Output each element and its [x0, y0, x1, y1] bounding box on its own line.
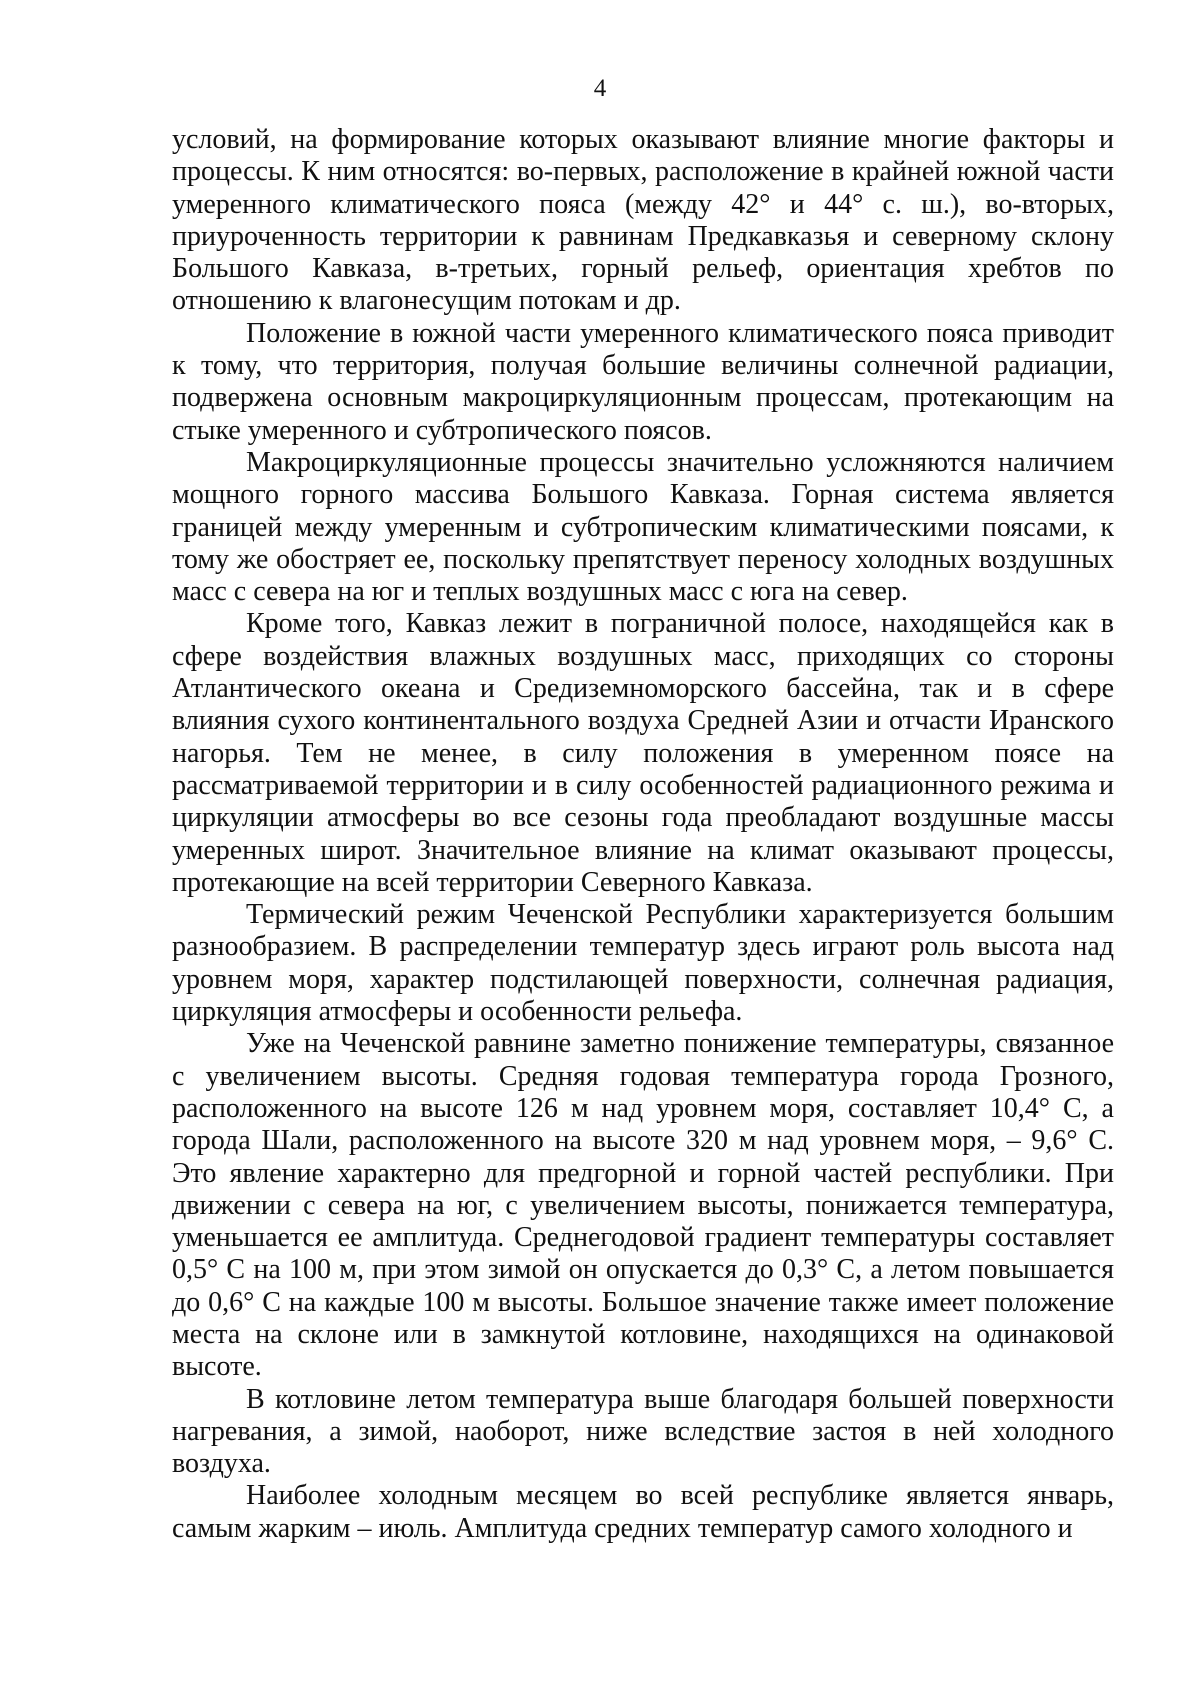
body-text	[172, 124, 1114, 1545]
page-number: 4	[593, 75, 607, 102]
paragraph-8: Наиболее холодным месяцем во всей республике является январь, самым жарким – июль. Амплитуда средних температур самого холодного и	[172, 1480, 1114, 1544]
paragraph-3: Макроциркуляционные процессы значительно усложняются наличием мощного горного массива Большого Кавказа. Горная система является границей между умеренным и субтропическим климатическими поясами, к тому же обостряет ее, поскольку препятствует переносу холодных воздушных масс с севера на юг и теплых воздушных масс с юга на север.	[172, 446, 1114, 608]
paragraph-5: Термический режим Чеченской Республики характеризуется большим разнообразием. В распределении температур здесь играют роль высота над уровнем моря, характер подстилающей поверхности, солнечная радиация, циркуляция атмосферы и особенности рельефа.	[172, 899, 1114, 1028]
paragraph-7: В котловине летом температура выше благодаря большей поверхности нагревания, а зимой, наоборот, ниже вследствие застоя в ней холодного воздуха.	[172, 1383, 1114, 1480]
paragraph-4: Кроме того, Кавказ лежит в пограничной полосе, находящейся как в сфере воздействия влажных воздушных масс, приходящих со стороны Атлантического океана и Средиземноморского бассейна, так и в сфере влияния сухого континентального воздуха Средней Азии и отчасти Иранского нагорья. Тем не менее, в силу положения в умеренном поясе на рассматриваемой территории и в силу особенностей радиационного режима и циркуляции атмосферы во все сезоны года преобладают воздушные массы умеренных широт. Значительное влияние на климат оказывают процессы, протекающие на всей территории Северного Кавказа.	[172, 608, 1114, 898]
paragraph-1: условий, на формирование которых оказывают влияние многие факторы и процессы. К ним относятся: во-первых, расположение в крайней южной части умеренного климатического пояса (между 42° и 44° с. ш.), во-вторых, приуроченность территории к равнинам Предкавказья и северному склону Большого Кавказа, в-третьих, горный рельеф, ориентация хребтов по отношению к влагонесущим потокам и др.	[172, 124, 1114, 317]
paragraph-6: Уже на Чеченской равнине заметно понижение температуры, связанное с увеличением высоты. Средняя годовая температура города Грозного, расположенного на высоте 126 м над уровнем моря, составляет 10,4° С, а города Шали, расположенного на высоте 320 м над уровнем моря, – 9,6° С. Это явление характерно для предгорной и горной частей республики. При движении с севера на юг, с увеличением высоты, понижается температура, уменьшается ее амплитуда. Среднегодовой градиент температуры составляет 0,5° С на 100 м, при этом зимой он опускается до 0,3° С, а летом повышается до 0,6° С на каждые 100 м высоты. Большое значение также имеет положение места на склоне или в замкнутой котловине, находящихся на одинаковой высоте.	[172, 1028, 1114, 1383]
paragraph-2: Положение в южной части умеренного климатического пояса приводит к тому, что территория, получая большие величины солнечной радиации, подвержена основным макроциркуляционным процессам, протекающим на стыке умеренного и субтропического поясов.	[172, 317, 1114, 446]
